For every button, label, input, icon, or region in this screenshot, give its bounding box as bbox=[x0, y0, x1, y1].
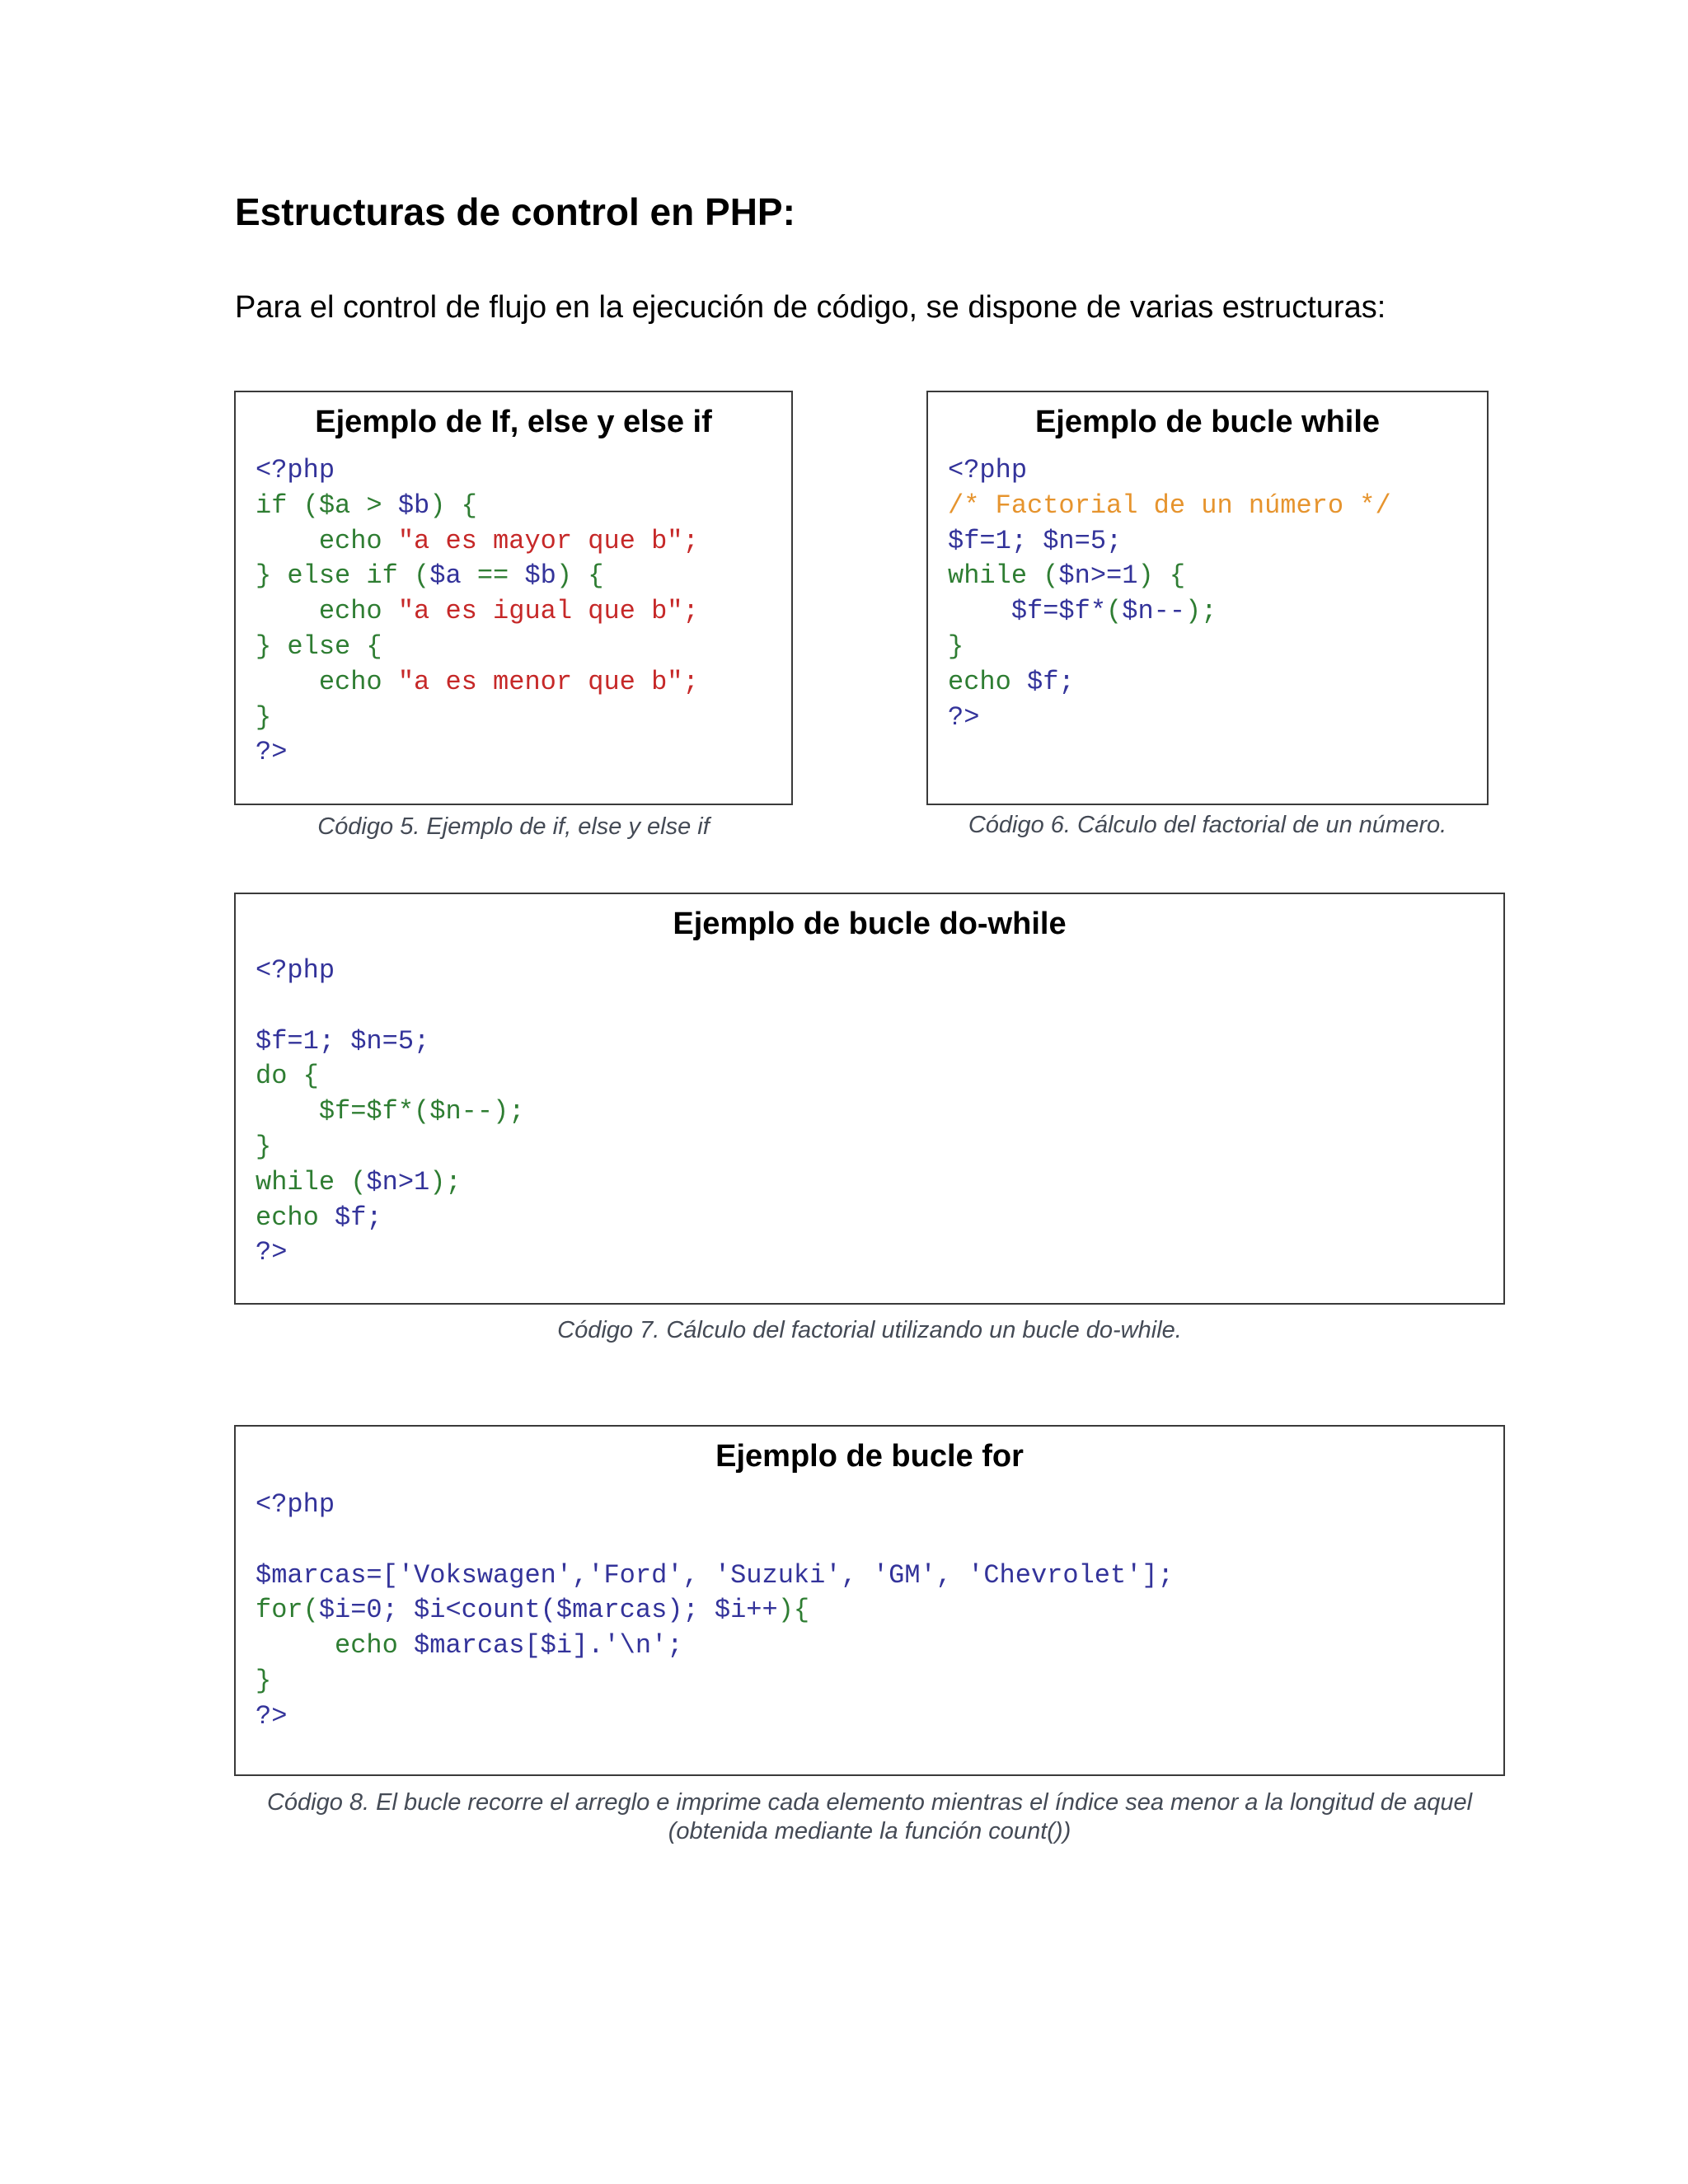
code-line bbox=[256, 453, 791, 489]
code-line bbox=[948, 453, 1487, 489]
code-token: echo bbox=[256, 1630, 415, 1661]
code-token: ); bbox=[493, 1096, 525, 1127]
code-token: echo bbox=[256, 1202, 335, 1233]
code-token: /* Factorial de un número */ bbox=[948, 490, 1391, 521]
code-token: "a es igual que b"; bbox=[397, 596, 699, 627]
code-token: "a es menor que b"; bbox=[397, 666, 699, 697]
code-line bbox=[256, 1629, 1503, 1664]
code-token: $n>1 bbox=[366, 1166, 430, 1197]
code-token: <?php bbox=[256, 1489, 335, 1520]
code-token: ( bbox=[414, 1096, 430, 1127]
code-line bbox=[256, 1059, 1503, 1094]
code-line bbox=[948, 489, 1487, 524]
caption-code-8-line-1: Código 8. El bucle recorre el arreglo e imprime cada elemento mientras el índice sea menor a la longitud de aquel bbox=[266, 1789, 1473, 1816]
code-line bbox=[948, 630, 1487, 665]
code-token: $i=0; $i<count($marcas); $i++ bbox=[318, 1595, 778, 1626]
code-line bbox=[256, 594, 791, 630]
code-line bbox=[256, 559, 791, 594]
code-token: $f=$f* bbox=[256, 1096, 415, 1127]
code-line bbox=[948, 665, 1487, 701]
code-line bbox=[256, 954, 1503, 989]
code-line bbox=[256, 1094, 1503, 1130]
code-token: ?> bbox=[256, 1700, 288, 1732]
code-token: ( bbox=[1106, 596, 1123, 627]
code-box-title: Ejemplo de bucle for bbox=[715, 1439, 1024, 1474]
code-line bbox=[256, 701, 791, 736]
code-token: $n-- bbox=[429, 1096, 494, 1127]
caption-code-6: Código 6. Cálculo del factorial de un número. bbox=[968, 812, 1447, 838]
code-token: <?php bbox=[256, 955, 335, 986]
code-token: ); bbox=[429, 1166, 462, 1197]
code-token: echo bbox=[256, 596, 398, 627]
code-token: } bbox=[256, 701, 272, 733]
code-token: == bbox=[461, 560, 525, 592]
caption-code-5: Código 5. Ejemplo de if, else y else if bbox=[317, 813, 710, 840]
code-token: ) { bbox=[556, 560, 604, 592]
caption-code-8 bbox=[234, 1788, 1505, 1846]
code-listing bbox=[236, 954, 1503, 1271]
code-line bbox=[256, 1235, 1503, 1271]
page-title: Estructuras de control en PHP: bbox=[235, 190, 795, 233]
code-token: $b bbox=[397, 490, 430, 521]
code-line bbox=[256, 489, 791, 524]
code-token: $f=$f* bbox=[948, 596, 1107, 627]
code-token: echo bbox=[256, 666, 398, 697]
code-token: if ($a > bbox=[256, 490, 398, 521]
code-token: $b bbox=[524, 560, 556, 592]
code-token: $f; bbox=[335, 1202, 382, 1233]
code-line bbox=[256, 1488, 1503, 1523]
code-line bbox=[256, 1523, 1503, 1558]
code-listing bbox=[236, 1488, 1503, 1735]
code-box-for bbox=[234, 1425, 1505, 1776]
code-token: ) { bbox=[1137, 560, 1186, 592]
code-token: } bbox=[256, 1131, 272, 1162]
code-token: $a bbox=[429, 560, 462, 592]
code-token: echo bbox=[256, 525, 398, 556]
intro-paragraph: Para el control de flujo en la ejecución de código, se dispone de varias estructuras: bbox=[235, 290, 1386, 325]
caption-code-8-line-2: (obtenida mediante la función count()) bbox=[668, 1818, 1071, 1844]
code-line bbox=[256, 1201, 1503, 1236]
code-token: } else if ( bbox=[256, 560, 430, 592]
caption-code-7: Código 7. Cálculo del factorial utilizando un bucle do-while. bbox=[557, 1317, 1182, 1343]
code-line bbox=[948, 701, 1487, 736]
code-token: $n-- bbox=[1122, 596, 1186, 627]
code-line bbox=[256, 1024, 1503, 1060]
code-box-do-while bbox=[234, 893, 1505, 1305]
code-line bbox=[948, 559, 1487, 594]
code-line bbox=[256, 1558, 1503, 1594]
code-token: $f; bbox=[1027, 666, 1075, 697]
code-token: ); bbox=[1185, 596, 1217, 627]
code-token: while ( bbox=[256, 1166, 367, 1197]
code-box-title: Ejemplo de bucle while bbox=[1034, 405, 1381, 439]
code-box-title: Ejemplo de If, else y else if bbox=[315, 405, 712, 439]
code-token: echo bbox=[948, 666, 1028, 697]
code-token: ){ bbox=[777, 1595, 810, 1626]
code-token: } bbox=[948, 630, 964, 662]
code-box-title: Ejemplo de bucle do-while bbox=[673, 907, 1067, 941]
code-token: $marcas[$i].'\n'; bbox=[414, 1630, 683, 1661]
code-token: $f=1; $n=5; bbox=[948, 525, 1123, 556]
code-token: while ( bbox=[948, 560, 1059, 592]
code-box-while bbox=[926, 391, 1489, 805]
code-line bbox=[256, 630, 791, 665]
code-token: ) { bbox=[429, 490, 477, 521]
code-line bbox=[256, 1664, 1503, 1699]
code-line bbox=[256, 1130, 1503, 1165]
code-token: ?> bbox=[948, 701, 980, 733]
code-token: <?php bbox=[256, 455, 335, 485]
code-token: $n>=1 bbox=[1058, 560, 1138, 592]
code-token: } else { bbox=[256, 630, 382, 662]
code-token: ?> bbox=[256, 737, 288, 768]
code-line bbox=[256, 1699, 1503, 1735]
code-line bbox=[256, 1593, 1503, 1629]
code-listing bbox=[236, 453, 791, 771]
code-token: ?> bbox=[256, 1237, 288, 1268]
code-listing bbox=[928, 453, 1487, 735]
code-line bbox=[948, 594, 1487, 630]
code-token: do { bbox=[256, 1061, 319, 1092]
code-line bbox=[256, 1165, 1503, 1201]
code-line bbox=[256, 665, 791, 701]
code-token: $f=1; $n=5; bbox=[256, 1025, 430, 1057]
code-token: } bbox=[256, 1665, 272, 1696]
code-token: for( bbox=[256, 1595, 319, 1626]
code-token: <?php bbox=[948, 455, 1028, 485]
code-box-if-else bbox=[234, 391, 793, 805]
code-token: $marcas=['Vokswagen','Ford', 'Suzuki', 'GM', 'Chevrolet']; bbox=[256, 1559, 1174, 1591]
code-token: "a es mayor que b"; bbox=[397, 525, 699, 556]
code-line bbox=[256, 989, 1503, 1024]
code-line bbox=[948, 524, 1487, 560]
code-line bbox=[256, 524, 791, 560]
code-line bbox=[256, 735, 791, 771]
